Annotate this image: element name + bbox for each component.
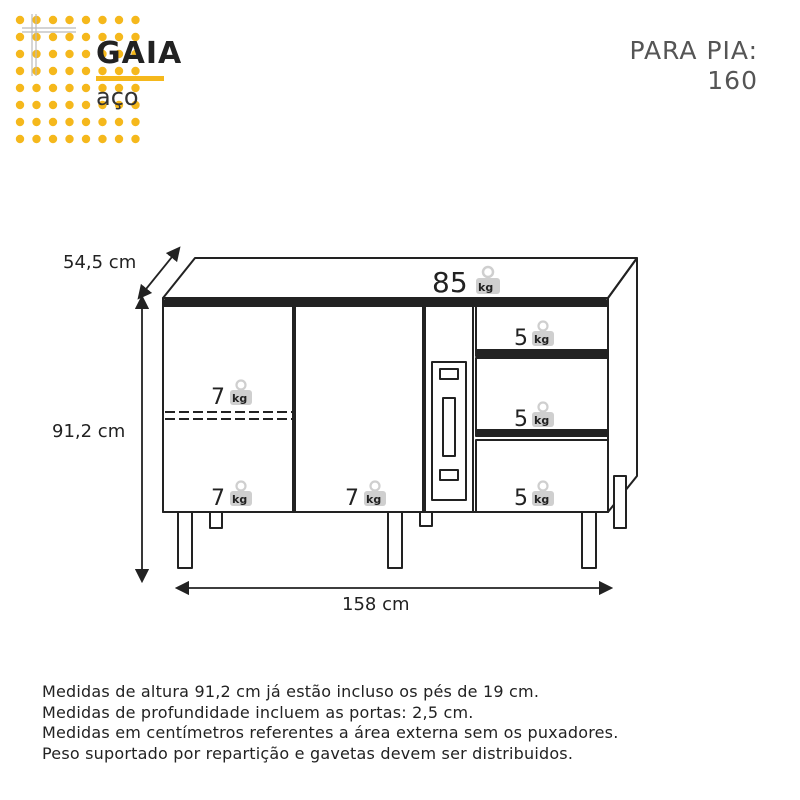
svg-text:kg: kg (366, 493, 382, 506)
weight-drawer-1 (514, 322, 554, 352)
handle-bottom (440, 470, 458, 480)
brand-subtitle: aço (96, 83, 139, 111)
depth-label: 54,5 cm (63, 252, 137, 273)
weight-left-upper-shelf (211, 381, 252, 411)
cabinet-side-panel (608, 258, 637, 512)
notes-block (42, 682, 619, 764)
kg-weight-icon (532, 403, 554, 428)
note-line: Medidas de altura 91,2 cm já estão incluso os pés de 19 cm. (42, 682, 540, 701)
leg-back-right (614, 476, 626, 528)
note-line: Medidas de profundidade incluem as portas: 2,5 cm. (42, 702, 474, 722)
brand-name: GAIA (96, 36, 183, 71)
handle-middle (443, 398, 455, 456)
sink-size-value: 160 (707, 66, 758, 95)
svg-text:7: 7 (211, 385, 225, 410)
weight-drawer-3 (514, 482, 554, 512)
drawer-2-rail (476, 430, 608, 436)
weight-top-value: 85 (432, 266, 468, 299)
note-line: Medidas em centímetros referentes a área externa sem os puxadores. (42, 723, 619, 742)
weight-top-unit: kg (478, 281, 494, 294)
kg-weight-icon (230, 482, 252, 507)
kg-weight-icon (532, 482, 554, 507)
svg-text:7: 7 (211, 486, 225, 511)
handle-top (440, 369, 458, 379)
svg-text:5: 5 (514, 326, 528, 351)
kg-weight-icon (476, 267, 500, 294)
svg-text:kg: kg (232, 493, 248, 506)
width-label: 158 cm (342, 594, 410, 615)
leg-back-middle (420, 512, 432, 526)
leg-front-left (178, 512, 192, 568)
leg-front-middle (388, 512, 402, 568)
svg-text:5: 5 (514, 486, 528, 511)
leg-back-left (210, 512, 222, 528)
drawer-1-rail (476, 350, 608, 356)
svg-text:kg: kg (534, 493, 550, 506)
svg-text:kg: kg (534, 333, 550, 346)
kg-weight-icon (364, 482, 386, 507)
kg-weight-icon (230, 381, 252, 406)
middle-door (295, 306, 423, 512)
weight-drawer-2 (514, 403, 554, 433)
kg-weight-icon (532, 322, 554, 347)
height-label: 91,2 cm (52, 421, 126, 442)
svg-text:kg: kg (232, 392, 248, 405)
left-door (163, 306, 293, 512)
weight-top (432, 266, 500, 299)
leg-front-right (582, 512, 596, 568)
weight-left-lower-shelf (211, 482, 252, 512)
cabinet-top-surface (163, 258, 637, 298)
weight-middle-shelf (345, 482, 386, 512)
note-line: Peso suportado por repartição e gavetas devem ser distribuidos. (42, 743, 574, 763)
svg-text:7: 7 (345, 486, 359, 511)
sink-size-label: PARA PIA: (629, 36, 758, 65)
svg-text:5: 5 (514, 407, 528, 432)
svg-text:kg: kg (534, 414, 550, 427)
